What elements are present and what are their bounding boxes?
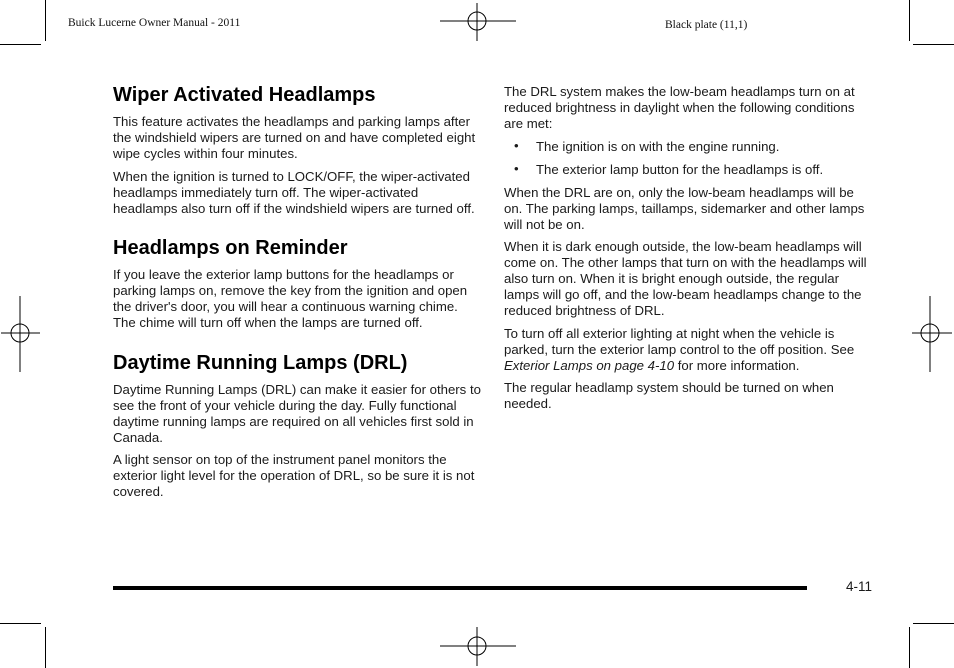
paragraph: When the ignition is turned to LOCK/OFF, the wiper-activated headlamps immediately turn off. The wiper-activated headlamps also turn off if the windshield wipers are turned off.	[113, 168, 475, 216]
registration-mark-right-icon	[912, 296, 954, 372]
crop-mark-top-right-h	[913, 44, 954, 45]
conditions-list	[504, 139, 870, 178]
list-item	[504, 162, 870, 178]
paragraph: A light sensor on top of the instrument panel monitors the exterior light level for the operation of DRL, so be sure it is not covered.	[113, 452, 475, 499]
section-title-daytime-running-lamps: Daytime Running Lamps (DRL)	[113, 351, 408, 374]
manual-title: Buick Lucerne Owner Manual - 2011	[68, 17, 241, 29]
plate-label: Black plate (11,1)	[665, 19, 748, 31]
paragraph: Daytime Running Lamps (DRL) can make it easier for others to see the front of your vehicle during the day. Fully functional daytime running lamps are required on all vehicles first sold in Canada.	[113, 381, 481, 445]
paragraph: When the DRL are on, only the low-beam headlamps will be on. The parking lamps, taillamps, sidemarker and other lamps will not be on.	[504, 184, 865, 232]
paragraph: The DRL system makes the low-beam headlamps turn on at reduced brightness in daylight when the following conditions are met:	[504, 84, 855, 131]
footer-rule	[113, 586, 807, 590]
cross-reference-link[interactable]: Exterior Lamps on page 4-10	[504, 357, 675, 373]
left-column	[113, 84, 481, 507]
registration-mark-bottom-icon	[440, 626, 516, 668]
paragraph: When it is dark enough outside, the low-beam headlamps will come on. The other lamps that turn on with the headlamps will also turn on. When it is bright enough outside, the regular lamps will go off, and the low-beam headlamps change to the reduced brightness of DRL.	[504, 239, 867, 318]
crop-mark-top-right-v	[909, 0, 910, 41]
registration-mark-top-icon	[440, 0, 516, 42]
paragraph-text: To turn off all exterior lighting at night when the vehicle is parked, turn the exterior lamp control to the off position. See	[504, 325, 855, 357]
crop-mark-bottom-left-v	[45, 627, 46, 668]
crop-mark-bottom-right-v	[909, 627, 910, 668]
list-item	[504, 139, 870, 155]
registration-mark-left-icon	[0, 296, 42, 372]
paragraph: This feature activates the headlamps and parking lamps after the windshield wipers are turned on and have completed eight wipe cycles within four minutes.	[113, 114, 476, 161]
section-title-headlamps-on-reminder: Headlamps on Reminder	[113, 237, 348, 259]
page-number: 4-11	[845, 579, 872, 594]
paragraph: If you leave the exterior lamp buttons for the headlamps or parking lamps on, remove the key from the ignition and open the driver's door, you will hear a continuous warning chime. The chime will turn off when the lamps are turned off.	[113, 267, 468, 330]
bullet-icon: •	[514, 160, 519, 176]
bullet-icon: •	[514, 137, 519, 153]
section-title-wiper-activated-headlamps: Wiper Activated Headlamps	[113, 84, 376, 106]
crop-mark-bottom-left-h	[0, 623, 41, 624]
crop-mark-bottom-right-h	[913, 623, 954, 624]
paragraph: The regular headlamp system should be turned on when needed.	[504, 380, 834, 411]
crop-mark-top-left-h	[0, 44, 41, 45]
paragraph-text: for more information.	[674, 357, 800, 373]
right-column	[504, 84, 870, 419]
list-item-text: The ignition is on with the engine running.	[536, 138, 780, 154]
list-item-text: The exterior lamp button for the headlamps is off.	[536, 161, 824, 177]
crop-mark-top-left-v	[45, 0, 46, 41]
paragraph	[504, 326, 870, 374]
